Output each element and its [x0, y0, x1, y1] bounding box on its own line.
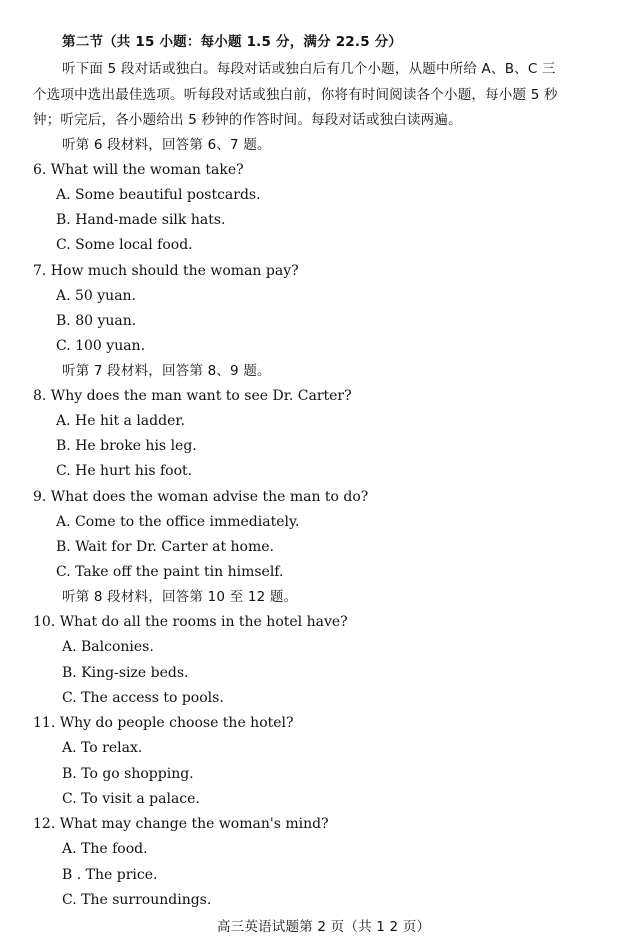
- question-12-option-a: A. The food.: [62, 841, 148, 857]
- question-10-stem: 10. What do all the rooms in the hotel have?: [33, 614, 348, 630]
- material-6-intro: 听第 6 段材料，回答第 6、7 题。: [62, 137, 271, 153]
- question-8-option-a: A. He hit a ladder.: [56, 413, 185, 429]
- instructions-line-2: 个选项中选出最佳选项。听每段对话或独白前，你将有时间阅读各个小题，每小题 5 秒: [33, 87, 558, 103]
- instructions-line-3: 钟；听完后，各小题给出 5 秒钟的作答时间。每段对话或独白读两遍。: [33, 112, 462, 128]
- question-7-option-a: A. 50 yuan.: [56, 288, 137, 304]
- question-7-option-b: B. 80 yuan.: [56, 313, 137, 329]
- question-8-option-b: B. He broke his leg.: [56, 438, 197, 454]
- material-7-intro: 听第 7 段材料，回答第 8、9 题。: [62, 363, 271, 379]
- question-10-option-c: C. The access to pools.: [62, 690, 224, 706]
- question-7-option-c: C. 100 yuan.: [56, 338, 146, 354]
- question-6-option-b: B. Hand-made silk hats.: [56, 212, 226, 228]
- question-8-option-c: C. He hurt his foot.: [56, 463, 193, 479]
- material-8-intro: 听第 8 段材料，回答第 10 至 12 题。: [62, 589, 298, 605]
- question-9-option-c: C. Take off the paint tin himself.: [56, 564, 284, 580]
- question-11-option-a: A. To relax.: [62, 740, 143, 756]
- question-10-option-b: B. King-size beds.: [62, 665, 189, 681]
- question-9-option-b: B. Wait for Dr. Carter at home.: [56, 539, 274, 555]
- question-7-stem: 7. How much should the woman pay?: [33, 263, 299, 279]
- question-12-option-c: C. The surroundings.: [62, 892, 212, 908]
- question-6-stem: 6. What will the woman take?: [33, 162, 244, 178]
- question-12-option-b: B . The price.: [62, 867, 158, 883]
- question-6-option-a: A. Some beautiful postcards.: [56, 187, 261, 203]
- section-title: 第二节（共 15 小题：每小题 1.5 分，满分 22.5 分）: [62, 34, 403, 50]
- page-footer: 高三英语试题第 2 页（共 1 2 页）: [217, 919, 431, 935]
- question-8-stem: 8. Why does the man want to see Dr. Carter?: [33, 388, 352, 404]
- question-9-stem: 9. What does the woman advise the man to do?: [33, 489, 369, 505]
- question-6-option-c: C. Some local food.: [56, 237, 193, 253]
- question-10-option-a: A. Balconies.: [62, 639, 154, 655]
- question-12-stem: 12. What may change the woman's mind?: [33, 816, 329, 832]
- question-11-stem: 11. Why do people choose the hotel?: [33, 715, 294, 731]
- instructions-line-1: 听下面 5 段对话或独白。每段对话或独白后有几个小题，从题中所给 A、B、C 三: [62, 61, 556, 77]
- question-11-option-b: B. To go shopping.: [62, 766, 194, 782]
- question-9-option-a: A. Come to the office immediately.: [56, 514, 300, 530]
- question-11-option-c: C. To visit a palace.: [62, 791, 200, 807]
